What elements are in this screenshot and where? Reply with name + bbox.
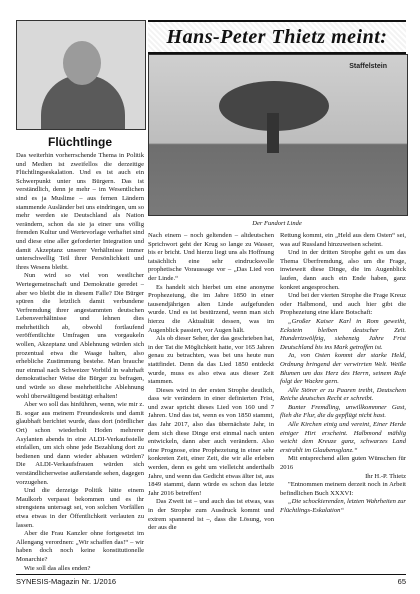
magazine-issue: SYNESIS-Magazin Nr. 1/2016 <box>16 577 117 586</box>
tree-trunk <box>267 113 279 153</box>
poem-stanza: Bunter Fremdling, unwillkommner Gast, flieh die Flur, die du gepflügt nicht hast. <box>280 403 406 420</box>
banner-title: Hans-Peter Thietz meint: <box>166 25 388 48</box>
author-banner <box>148 20 406 54</box>
paragraph: Und bei der vierten Strophe die Frage Kreuz oder Halbmond, und auch hier gibt die Prophezeiung eine klare Botschaft: <box>280 292 406 317</box>
page-number: 65 <box>397 577 406 586</box>
poem-stanza: Ja, von Osten kommt der starke Held, Ordnung bringend der verwirrten Welt. Weiße Blumen um das Herz des Herrn, seinem Rufe folgt der Wackre gern. <box>280 352 406 386</box>
closing-wishes: Mit entsprechend allen guten Wünschen für 2016 <box>280 455 406 472</box>
article-column-1 <box>16 152 144 572</box>
article-column-3 <box>280 232 406 572</box>
paragraph: Nach einem – noch geltenden – altdeutschen Sprichwort geht der Krug so lange zu Wasser, bis er bricht. Und hierzu liegt uns als Hoffnung tatsächlich eine sehr eindrucksvolle prophetische Voraussage vor – „Das Lied von der Linde.“ <box>148 232 274 282</box>
paragraph: Nun wird so viel von westlicher Wertegemeinschaft und Demokratie geredet – aber wo bleibt die in diesem Falle? Die Bürger spüren die letztlich damit verbundene Verfremdung ihrer angestammten deutschen Lebensverhältnisse und lehnen dies mehrheitlich ab, obwohl fortlaufend veröffentlichte Umfragen uns vorgaukeln wollen, Akzeptanz und Ablehnung würden sich prozentual etwa die Waage halten, also erhebliche Zustimmung bestehe. Man brauche nur einmal nach Schweizer Vorbild in wahrhaft demokratischer Weise die Bürger zu befragen, und würde so diese mehrheitliche Ablehnung wohl überwältigend bestätigt erhalten! <box>16 272 144 400</box>
paragraph: Dieses wird in der ersten Strophe deutlich, dass wir verändern in einer definierten Frist, und zwar spricht dieses Lied von 160 und 7 Jahren. Und das ist, wenn es von 1850 stammt, das Jahr 2017, also das übernächste Jahr, in dem sich diese Dinge erst einmal nach unten entwickeln, dann aber auch verändern. Also eine Prognose, eine Prophezeiung in einer sehr konkreten Zeit, einer Zeit, die wir alle erleben werden, denn es geht um vielleicht anderthalb Jahre, und wenn das Gedicht etwas älter ist, aus 1849 stammt, dann würde es schon das letzte Jahr 2016 betreffen! <box>148 386 274 497</box>
paragraph: Das weiterhin vorherrschende Thema in Politik und Medien ist zweifellos die derzeitige Flüchtlingseskalation. Und es ist auch ein Schwerpunkt unter uns Bürgern. Das ist verständlich, denn je mehr – im Wesentlichen sind es ja Muslime – aus fernen Ländern stammende Ausländer bei uns eindringen, um so mehr werden sie Deutschland als Nation verändern, schon da sie ja einer uns völlig fremden Kultur und Wertevorlage verhaftet sind und diese eine aller geforderter Integration und damit Akzeptanz unserer Verhältnisse immer unterschwellig Teil ihrer Persönlichkeit und ihres Wesens bleibt. <box>16 152 144 271</box>
article-headline: Flüchtlinge <box>48 135 112 149</box>
linden-tree-photo <box>148 54 408 216</box>
photo-sign: Staffelstein <box>349 63 387 70</box>
paragraph: Und die derzeige Politik hätte einem Maulkorb verpasst bekommen und es ihr strengstens untersagt sei, von solchen Vorfällen etwa etwas in der Öffentlichkeit verlauten zu lassen. <box>16 487 144 529</box>
poem-stanza: Alle Störer er zu Paaren treibt, Deutschem Reiche deutsches Recht er schreibt. <box>280 386 406 403</box>
footnote: "Entnommen meinem derzeit noch in Arbeit befindlichen Buch XXXVI: <box>280 481 406 497</box>
paragraph: Und in der dritten Strophe geht es um das Thema Überfremdung, also um die Frage, inwieweit diese Dinge, die im Augenblick laufen, dann auch ein Ende haben, ganz konkret angesprochen. <box>280 249 406 291</box>
footnote-book-title: „Die schockierenden, letzten Wahrheiten zur Flüchtlings-Eskalation“ <box>280 498 406 514</box>
paragraph: Aber die Frau Kanzler ohne fortgesetzt im Allengang verordnen: „Wir schaffen das!“ – wir haben doch noch keine konstitutionelle Monarchie? <box>16 530 144 563</box>
footer-rule <box>16 574 406 575</box>
author-portrait <box>16 20 146 130</box>
signature: Ihr H.-P. Thietz <box>365 472 406 480</box>
poem-stanza: Alle Kirchen einig und vereint, Einer Herde einiger Hirt erscheint. Halbmond mählig weicht dem Kreuze ganz, schwarzes Land erstrahlt im Glaubensglanz.“ <box>280 421 406 454</box>
paragraph: Rettung kommt, ein „Held aus dem Osten“ sei, was auf Russland hinzuweisen scheint. <box>280 232 406 248</box>
poem-stanza: „Großer Kaiser Karl in Rom geweiht, Eckstein bleiben deutscher Zeit. Hundertzwölfzig, siebenzig Jahre Frist Deutschland bis ins Mark getroffen ist. <box>280 317 406 351</box>
paragraph: Es handelt sich hierbei um eine anonyme Prophezeiung, die im Jahre 1850 in einer tausendjährigen alten Linde aufgefunden wurde. Und es ist bestürzend, wenn man sich hierzu die Aktualität dessen, was im Augenblick passiert, vor Augen hält. <box>148 283 274 334</box>
paragraph: Das Zweit ist – und auch das ist etwas, was in der Strophe zum Ausdruck kommt und extrem spannend ist –, dass die Lösung, von der aus die <box>148 498 274 532</box>
photo-caption: Der Fundort Linde <box>252 220 302 227</box>
paragraph: Aber wo soll das hinführen, wenn, wie mir z. B. sogar aus meinem Freundeskreis und damit glaubhaft berichtet wurde, dass dort (nördlicher Ort) schon wiederholt Hoden mehrerer Asylanten abends in eine ALDI-Verkaufsstelle einfallen, um sich ohne jede Bezahlung dort zu bedienen und dann wieder abhauen würden? Die ALDI-Verkaufsfrauen würden sich verständlicherweise außerstande sehen, dagegen vorzugehen. <box>16 401 144 486</box>
paragraph: Als ob dieser Seher, der das geschrieben hat, in der Tat die Möglichkeit hatte, vor 165 Jahren genau zu betrachten, was bei uns heute nun stattfindet. Denn da das Lied 1850 entdeckt wurde, muss es also etwa aus dieser Zeit stammen. <box>148 335 274 386</box>
portrait-head <box>63 41 101 85</box>
article-column-2 <box>148 232 274 572</box>
paragraph: Wie soll das alles enden? <box>24 564 91 572</box>
